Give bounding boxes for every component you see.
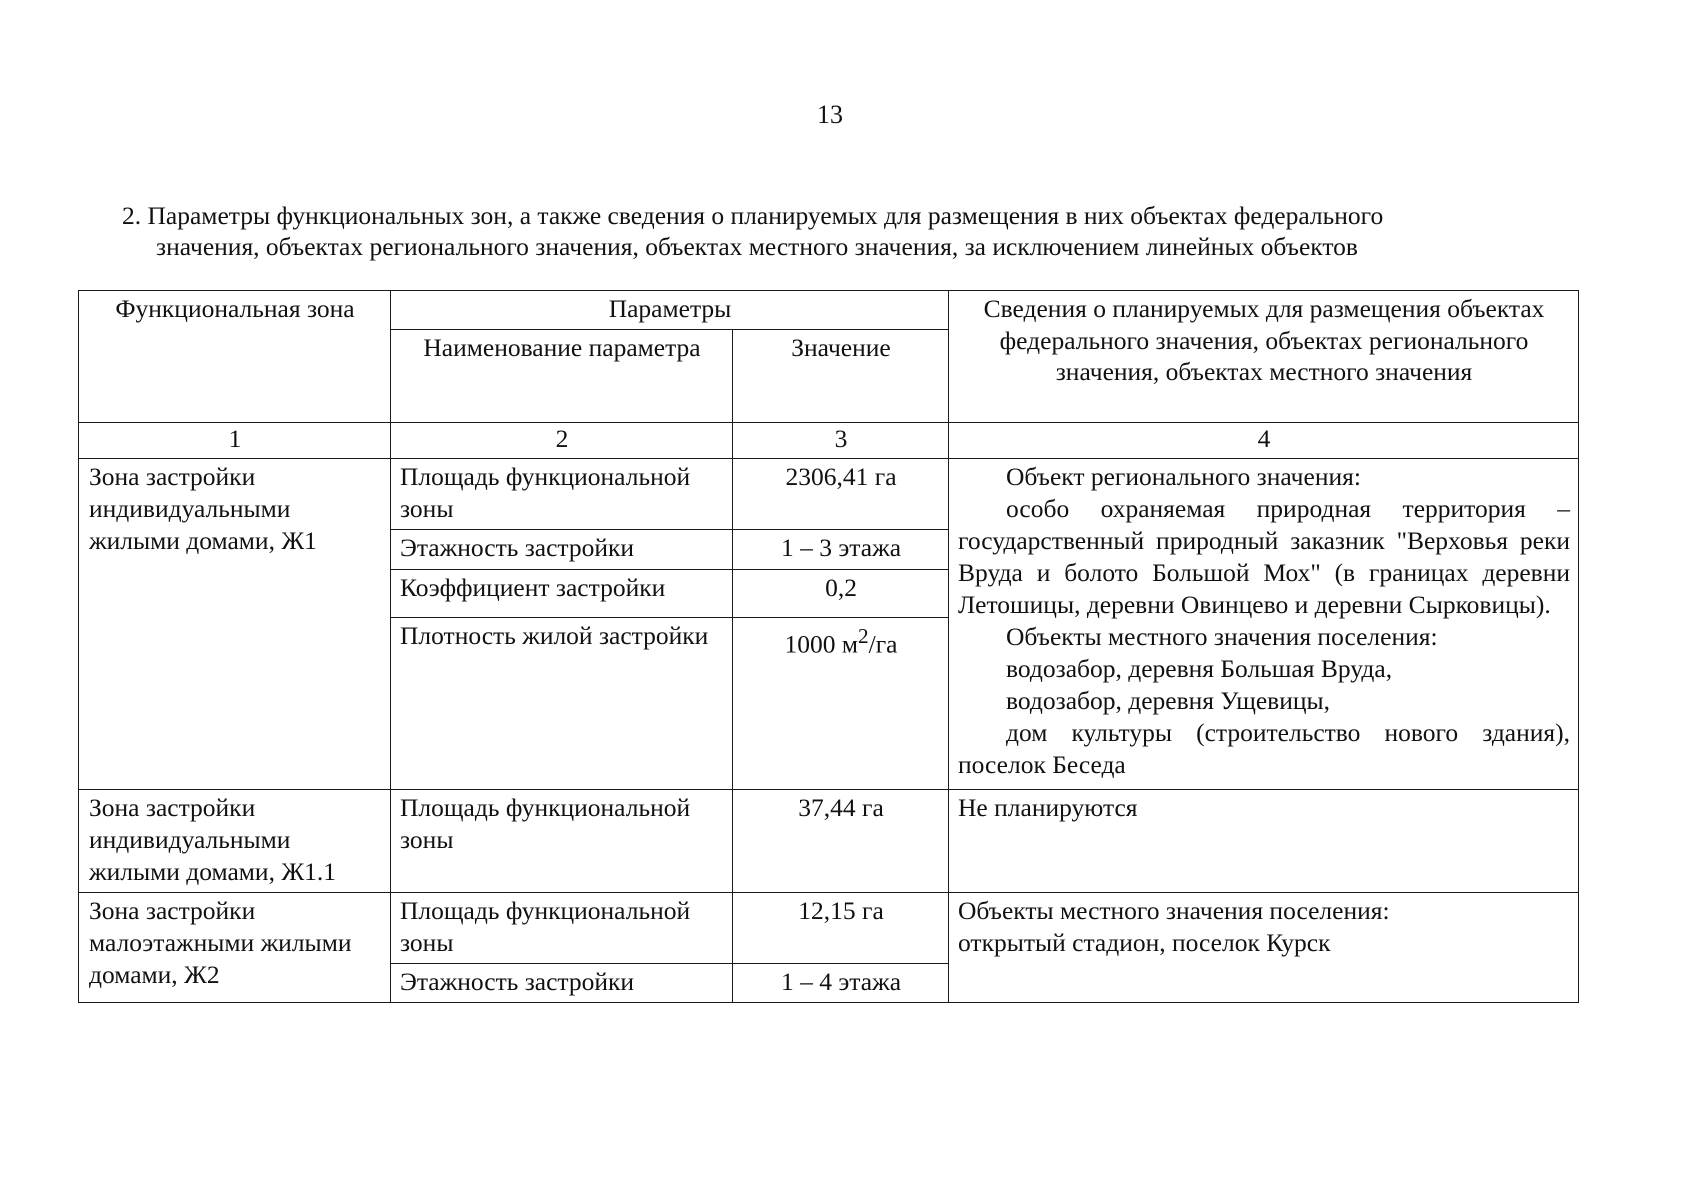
heading-line-2: значения, объектах регионального значения, объектах местного значения, за исключением линейных объектов [156, 232, 1358, 261]
info-paragraph: Объекты местного значения поселения: [958, 896, 1390, 925]
section-heading [122, 200, 1562, 262]
info-paragraph: дом культуры (строительство нового здания), поселок Беседа [958, 718, 1571, 779]
param-value-text: 1000 м [784, 629, 859, 659]
param-value [733, 618, 949, 790]
param-name: Коэффициент застройки [391, 570, 733, 618]
param-value: 1 – 4 этажа [733, 964, 949, 1003]
table-row [79, 459, 1579, 530]
info-paragraph: водозабор, деревня Ущевицы, [1006, 686, 1330, 715]
functional-zones-table [78, 290, 1579, 1003]
column-number: 4 [949, 423, 1579, 459]
header-params: Параметры [391, 291, 949, 330]
zone-info [949, 893, 1579, 1003]
param-name: Площадь функциональной зоны [391, 893, 733, 964]
header-row-1 [79, 291, 1579, 330]
header-param-value: Значение [733, 330, 949, 423]
info-paragraph: Не планируются [958, 793, 1138, 822]
param-value-unit: /га [868, 629, 898, 659]
param-name: Плотность жилой застройки [391, 618, 733, 790]
param-value: 1 – 3 этажа [733, 530, 949, 570]
header-zone: Функциональная зона [79, 291, 391, 423]
param-name: Площадь функциональной зоны [391, 459, 733, 530]
page-number: 13 [817, 100, 843, 129]
column-number: 3 [733, 423, 949, 459]
column-number: 2 [391, 423, 733, 459]
info-paragraph: Объект регионального значения: [1006, 462, 1361, 491]
column-number: 1 [79, 423, 391, 459]
info-paragraph: водозабор, деревня Большая Вруда, [1006, 654, 1393, 683]
param-value: 2306,41 га [733, 459, 949, 530]
zone-name: Зона застройки малоэтажными жилыми домами, Ж2 [79, 893, 391, 1003]
header-param-name: Наименование параметра [391, 330, 733, 423]
zone-info [949, 459, 1579, 790]
param-value: 37,44 га [733, 790, 949, 893]
header-info: Сведения о планируемых для размещения объектах федерального значения, объектах регионального значения, объектах местного значения [949, 291, 1579, 423]
column-number-row [79, 423, 1579, 459]
info-paragraph: открытый стадион, поселок Курск [958, 928, 1331, 957]
zone-name: Зона застройки индивидуальными жилыми домами, Ж1 [79, 459, 391, 790]
zone-name: Зона застройки индивидуальными жилыми домами, Ж1.1 [79, 790, 391, 893]
param-value: 12,15 га [733, 893, 949, 964]
superscript: 2 [858, 624, 869, 648]
heading-line-1: 2. Параметры функциональных зон, а также сведения о планируемых для размещения в них объектах федерального [122, 201, 1384, 230]
info-paragraph: особо охраняемая природная территория – государственный природный заказник "Верховья реки Вруда и болото Большой Мох" (в границах деревни Летошицы, деревни Овинцево и деревни Сырковицы). [958, 494, 1571, 619]
table-row [79, 790, 1579, 893]
param-name: Этажность застройки [391, 964, 733, 1003]
param-name: Этажность застройки [391, 530, 733, 570]
info-paragraph: Объекты местного значения поселения: [1006, 622, 1438, 651]
table-row [79, 893, 1579, 964]
param-value: 0,2 [733, 570, 949, 618]
zone-info [949, 790, 1579, 893]
param-name: Площадь функциональной зоны [391, 790, 733, 893]
